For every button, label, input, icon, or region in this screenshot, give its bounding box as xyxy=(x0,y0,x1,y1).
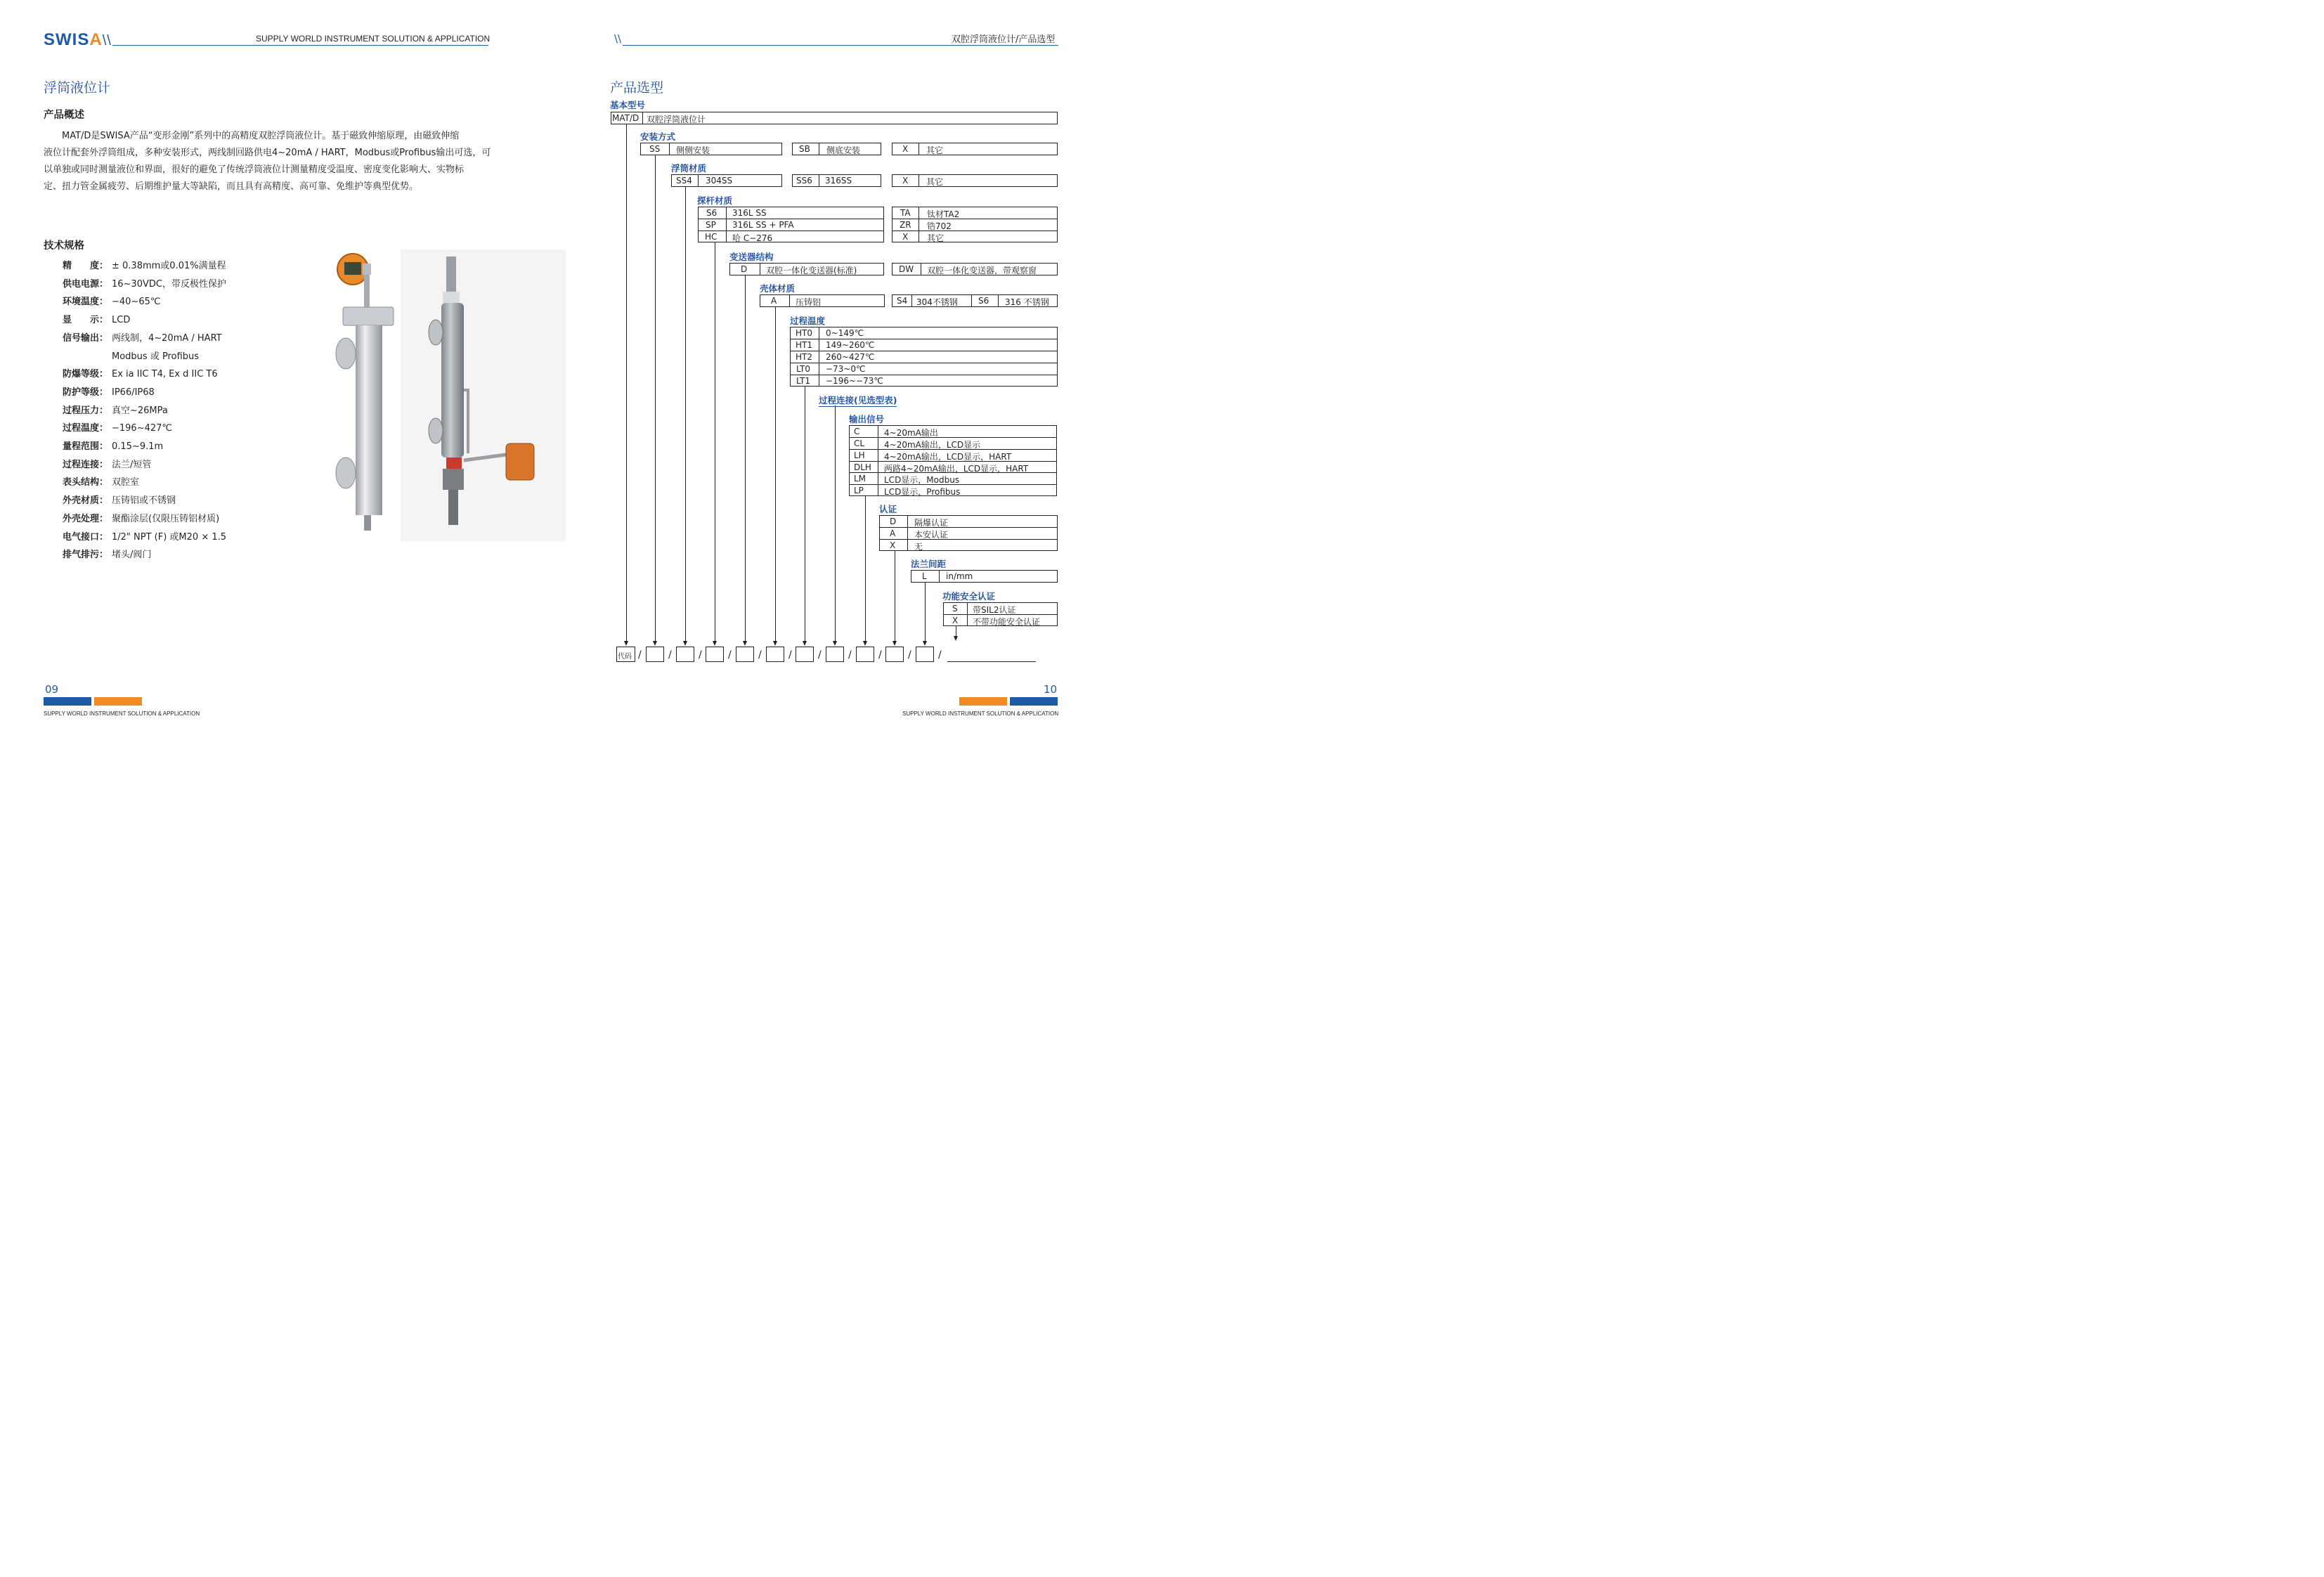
spec-row: 过程压力： 真空~26MPa xyxy=(63,405,168,416)
spec-row: 表头结构： 双腔室 xyxy=(63,477,140,488)
level-gauge-product-image xyxy=(330,249,566,541)
spec-row: 防护等级： IP66/IP68 xyxy=(63,387,155,398)
header-rule-left xyxy=(112,45,488,46)
base-desc: 双腔浮筒液位计 xyxy=(647,115,706,124)
spec-row: Modbus 或 Profibus xyxy=(112,351,200,362)
rod-material-label: 探杆材质 xyxy=(697,195,733,206)
code-input-box[interactable] xyxy=(736,647,754,662)
left-page-title: 浮筒液位计 xyxy=(44,80,111,96)
code-input-box[interactable] xyxy=(856,647,874,662)
spec-row: 环境温度： −40~65℃ xyxy=(63,297,161,308)
install-label: 安装方式 xyxy=(640,131,676,142)
code-input-box[interactable] xyxy=(885,647,904,662)
housing-option-a xyxy=(760,294,885,307)
code-input-box[interactable] xyxy=(826,647,844,662)
spec-title: 技术规格 xyxy=(44,240,84,252)
header-rule-right xyxy=(623,45,1058,46)
footer-bar-orange-right xyxy=(959,697,1007,706)
process-conn-label: 过程连接(见选型表) xyxy=(819,395,897,405)
left-page-number: 09 xyxy=(45,683,59,696)
rod-material-table-right xyxy=(892,207,1058,242)
header-slashes: \\ xyxy=(614,32,622,45)
code-underline xyxy=(947,661,1036,662)
housing-label: 壳体材质 xyxy=(760,283,796,294)
spec-row: 供电电源： 16~30VDC，带反极性保护 xyxy=(63,278,226,290)
code-input-box[interactable] xyxy=(676,647,694,662)
right-header-title: 双腔浮筒液位计/产品选型 xyxy=(952,34,1056,45)
swisa-logo: SWISA\\ xyxy=(44,30,112,49)
code-input-box[interactable] xyxy=(706,647,724,662)
spec-list xyxy=(63,257,226,564)
install-option-x xyxy=(892,143,1058,155)
flange-distance-row xyxy=(911,570,1058,583)
footer-bar-blue-right xyxy=(1010,697,1058,706)
base-code: MAT/D xyxy=(612,113,640,123)
cert-table xyxy=(879,515,1058,551)
overview-paragraph: MAT/D是SWISA产品“变形金刚”系列中的高精度双腔浮筒液位计。基于磁致伸缩原理，由磁致伸缩 液位计配套外浮筒组成，多种安装形式，两线制回路供电4~20mA / HART，Modbus或Profibus输出可选，可 以单独或同时测量液位和界面，很好的避免了传统浮筒液位计测量精度受温度、密度变化影响大、实物标 定、扭力管金属疲劳、后期维护量大等缺陷，而且具有高精度、高可靠、免维护等典型优势。 xyxy=(44,131,491,192)
footer-bar-blue xyxy=(44,697,91,706)
float-material-label: 浮筒材质 xyxy=(671,163,707,174)
cert-label: 认证 xyxy=(879,504,897,514)
output-signal-label: 输出信号 xyxy=(849,414,885,424)
code-input-box[interactable] xyxy=(766,647,784,662)
spec-row: 电气接口： 1/2" NPT (F) 或M20 × 1.5 xyxy=(63,531,227,543)
code-input-box[interactable] xyxy=(646,647,664,662)
spec-row: 显 示： LCD xyxy=(63,315,131,326)
spec-row: 量程范围： 0.15~9.1m xyxy=(63,441,164,453)
right-page-number: 10 xyxy=(1044,683,1058,696)
transmitter-label: 变送器结构 xyxy=(729,252,774,262)
float-option-x xyxy=(892,174,1058,187)
spec-row: 过程连接： 法兰/短管 xyxy=(63,459,152,470)
spec-row: 过程温度： −196~427℃ xyxy=(63,423,173,434)
right-page-title: 产品选型 xyxy=(610,80,664,96)
spec-row: 外壳处理： 聚酯涂层(仅限压铸铝材质) xyxy=(63,513,220,524)
process-temp-label: 过程温度 xyxy=(790,316,826,326)
connector-line xyxy=(626,124,627,642)
code-label: 代码 xyxy=(618,653,632,661)
flange-distance-label: 法兰间距 xyxy=(911,559,947,569)
base-model-label: 基本型号 xyxy=(610,100,646,110)
footer-tagline-left: SUPPLY WORLD INSTRUMENT SOLUTION & APPLICATION xyxy=(44,710,200,717)
spec-row: 外壳材质： 压铸铝或不锈钢 xyxy=(63,495,176,507)
footer-bar-orange xyxy=(94,697,142,706)
footer-tagline-right: SUPPLY WORLD INSTRUMENT SOLUTION & APPLICATION xyxy=(902,710,1059,717)
spec-row: 防爆等级： Ex ia IIC T4, Ex d IIC T6 xyxy=(63,369,218,380)
spec-row: 精 度： ± 0.38mm或0.01%满量程 xyxy=(63,261,226,271)
spec-row: 信号输出： 两线制，4~20mA / HART xyxy=(63,332,222,344)
header-tagline: SUPPLY WORLD INSTRUMENT SOLUTION & APPLICATION xyxy=(256,34,491,44)
install-option-ss xyxy=(640,143,782,155)
spec-row: 排气排污： 堵头/阀门 xyxy=(63,550,152,561)
sil-label: 功能安全认证 xyxy=(942,591,996,602)
code-input-box[interactable] xyxy=(916,647,934,662)
code-input-box[interactable] xyxy=(796,647,814,662)
overview-title: 产品概述 xyxy=(44,110,84,121)
